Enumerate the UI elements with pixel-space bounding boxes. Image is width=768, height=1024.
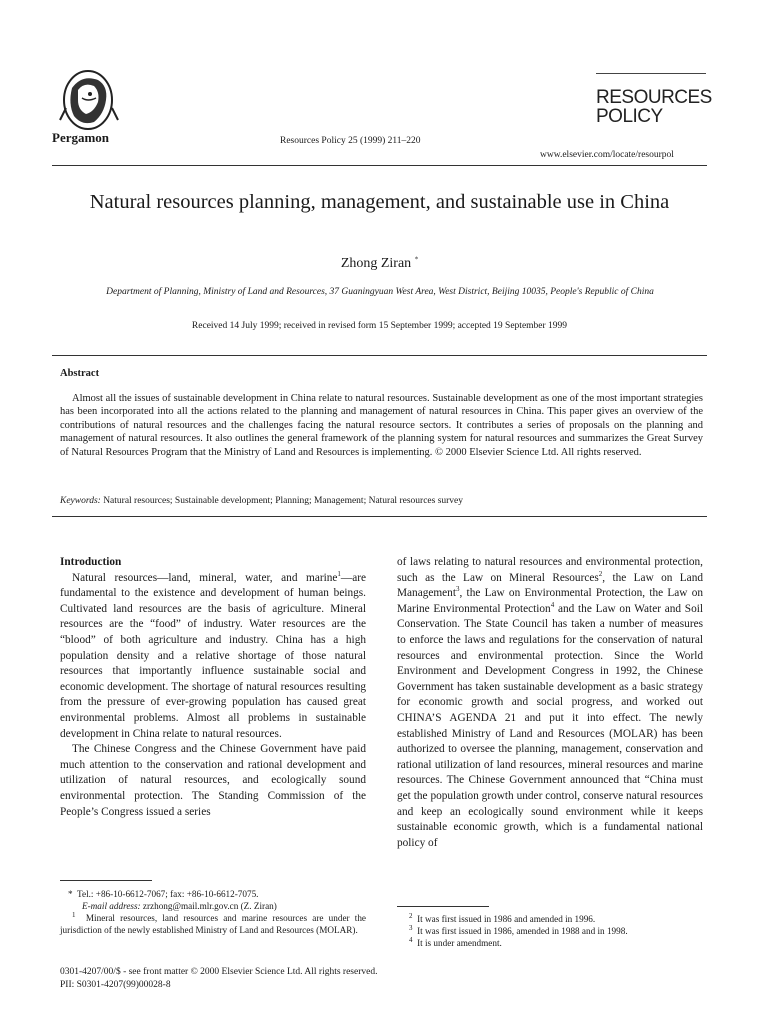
affiliation: Department of Planning, Ministry of Land and Resources, 37 Guaningyuan West Area, West District, Beijing 10035, People's Republic of China xyxy=(106,287,654,297)
paragraph: The Chinese Congress and the Chinese Government have paid much attention to the conservation and rational development and utilization of natural resources, and ecologically sound environmental protection. The Standing Commission of the People’s Congress issued a series xyxy=(60,743,366,818)
section-heading-introduction: Introduction xyxy=(60,556,122,568)
journal-url[interactable]: www.elsevier.com/locate/resourpol xyxy=(540,150,674,160)
footnote-3: $^3$ It was first issued in 1986, amended in 1988 and in 1998. xyxy=(409,923,628,936)
email-link[interactable]: zrzhong@mail.mlr.gov.cn xyxy=(142,901,239,911)
footnotes-left xyxy=(60,888,366,936)
footnote-ref[interactable]: 1 xyxy=(337,569,341,578)
footnote-1: $^1$ Mineral resources, land resources and marine resources are under the jurisdiction of the newly established Ministry of Land and Resources (MOLAR). xyxy=(60,910,367,935)
abstract-heading: Abstract xyxy=(60,368,100,379)
title-divider xyxy=(52,355,707,356)
publisher-logo xyxy=(52,68,132,132)
footnote-email: E-mail address: zrzhong@mail.mlr.gov.cn (Z. Ziran) xyxy=(82,901,277,911)
footnote-2: $^2$ It was first issued in 1986 and amended in 1996. xyxy=(409,911,596,924)
footnote-rule xyxy=(60,880,152,881)
author-footnote-mark[interactable]: * xyxy=(414,255,419,264)
paragraph: of laws relating to natural resources and environmental protection, such as the Law on Mineral Resources$^2$, the Law on Land Management$^3$, the Law on Environmental Protection, the Law on Marine Environmental Protection$^4$ and the Law on Water and Soil Conservation. The State Council has taken a number of measures to enforce the laws and regulations for the conservation of natural resources and environmental protection. Since the World Environment and Development Congress in 1992, the Chinese Government has taken sustainable development as a basic strategy for economic growth and social progress, and worked out CHINA’S AGENDA 21 and put it into effect. The newly established Ministry of Land and Resources (MOLAR) has been authorized to oversee the planning, management, conservation and rational utilization of land resources, mineral resources and marine resources. The Chinese Government announced that “China must get the population growth under control, conserve natural resources and keep an ecologically sound environment while it keeps sustainable economic growth, which is a fundamental national policy of xyxy=(397,556,703,849)
footnote-ref[interactable]: 2 xyxy=(598,569,603,578)
header-divider xyxy=(52,165,707,166)
footnote-ref[interactable]: 3 xyxy=(455,585,460,594)
journal-citation: Resources Policy 25 (1999) 211–220 xyxy=(280,136,421,146)
body-column-left xyxy=(60,555,366,820)
article-title: Natural resources planning, management, and sustainable use in China xyxy=(89,191,670,213)
keywords: Keywords: Natural resources; Sustainable development; Planning; Management; Natural resources survey xyxy=(60,496,464,506)
footnotes-right xyxy=(397,913,703,949)
body-column-right xyxy=(397,555,703,851)
article-dates: Received 14 July 1999; received in revised form 15 September 1999; accepted 19 September 1999 xyxy=(191,321,568,331)
footnote-ref[interactable]: 4 xyxy=(550,601,555,610)
publisher-name: Pergamon xyxy=(52,130,110,145)
author: Zhong Ziran * xyxy=(340,255,419,271)
abstract-text: Almost all the issues of sustainable development in China relate to natural resources. Sustainable development as one of the most important strategies has been incorporated into all the actions related to the planning and management of natural resources in China. This paper gives an overview of the contributions of natural resources and the challenges facing the natural resource sectors. It contributes a series of proposals on the planning and management of natural resources. It also outlines the general framework of the planning system for natural resources and summarizes the Great Survey of Natural Resources Program that the Ministry of Land and Resources is implementing. © 2000 Elsevier Science Ltd. All rights reserved. xyxy=(60,393,703,458)
footnote-rule xyxy=(397,906,489,907)
footnote-4: $^4$ It is under amendment. xyxy=(409,935,502,948)
abstract-divider xyxy=(52,516,707,517)
journal-rule xyxy=(596,73,706,74)
copyright-footer: 0301-4207/00/$ - see front matter © 2000 Elsevier Science Ltd. All rights reserved. PII: S0301-4207(99)00028-8 xyxy=(60,967,378,990)
paragraph: Natural resources—land, mineral, water, and marine$^1$—are fundamental to the existence and development of human beings. Cultivated land resources are the basis of agriculture. Mineral resources are the “food” of industry. Water resources are the “blood” of both agriculture and industry. China has a high population density and a relative shortage of those natural resources that importantly influence sustainable social and economic development. The shortage of natural resources resulting from the pressure of ever-growing population has caused great environmental problems. Almost all problems in sustainable development in China relate to natural resources. xyxy=(60,569,366,740)
journal-name: RESOURCES POLICY xyxy=(596,87,712,127)
footnote-contact: * Tel.: +86-10-6612-7067; fax: +86-10-6612-7075. xyxy=(68,889,259,899)
